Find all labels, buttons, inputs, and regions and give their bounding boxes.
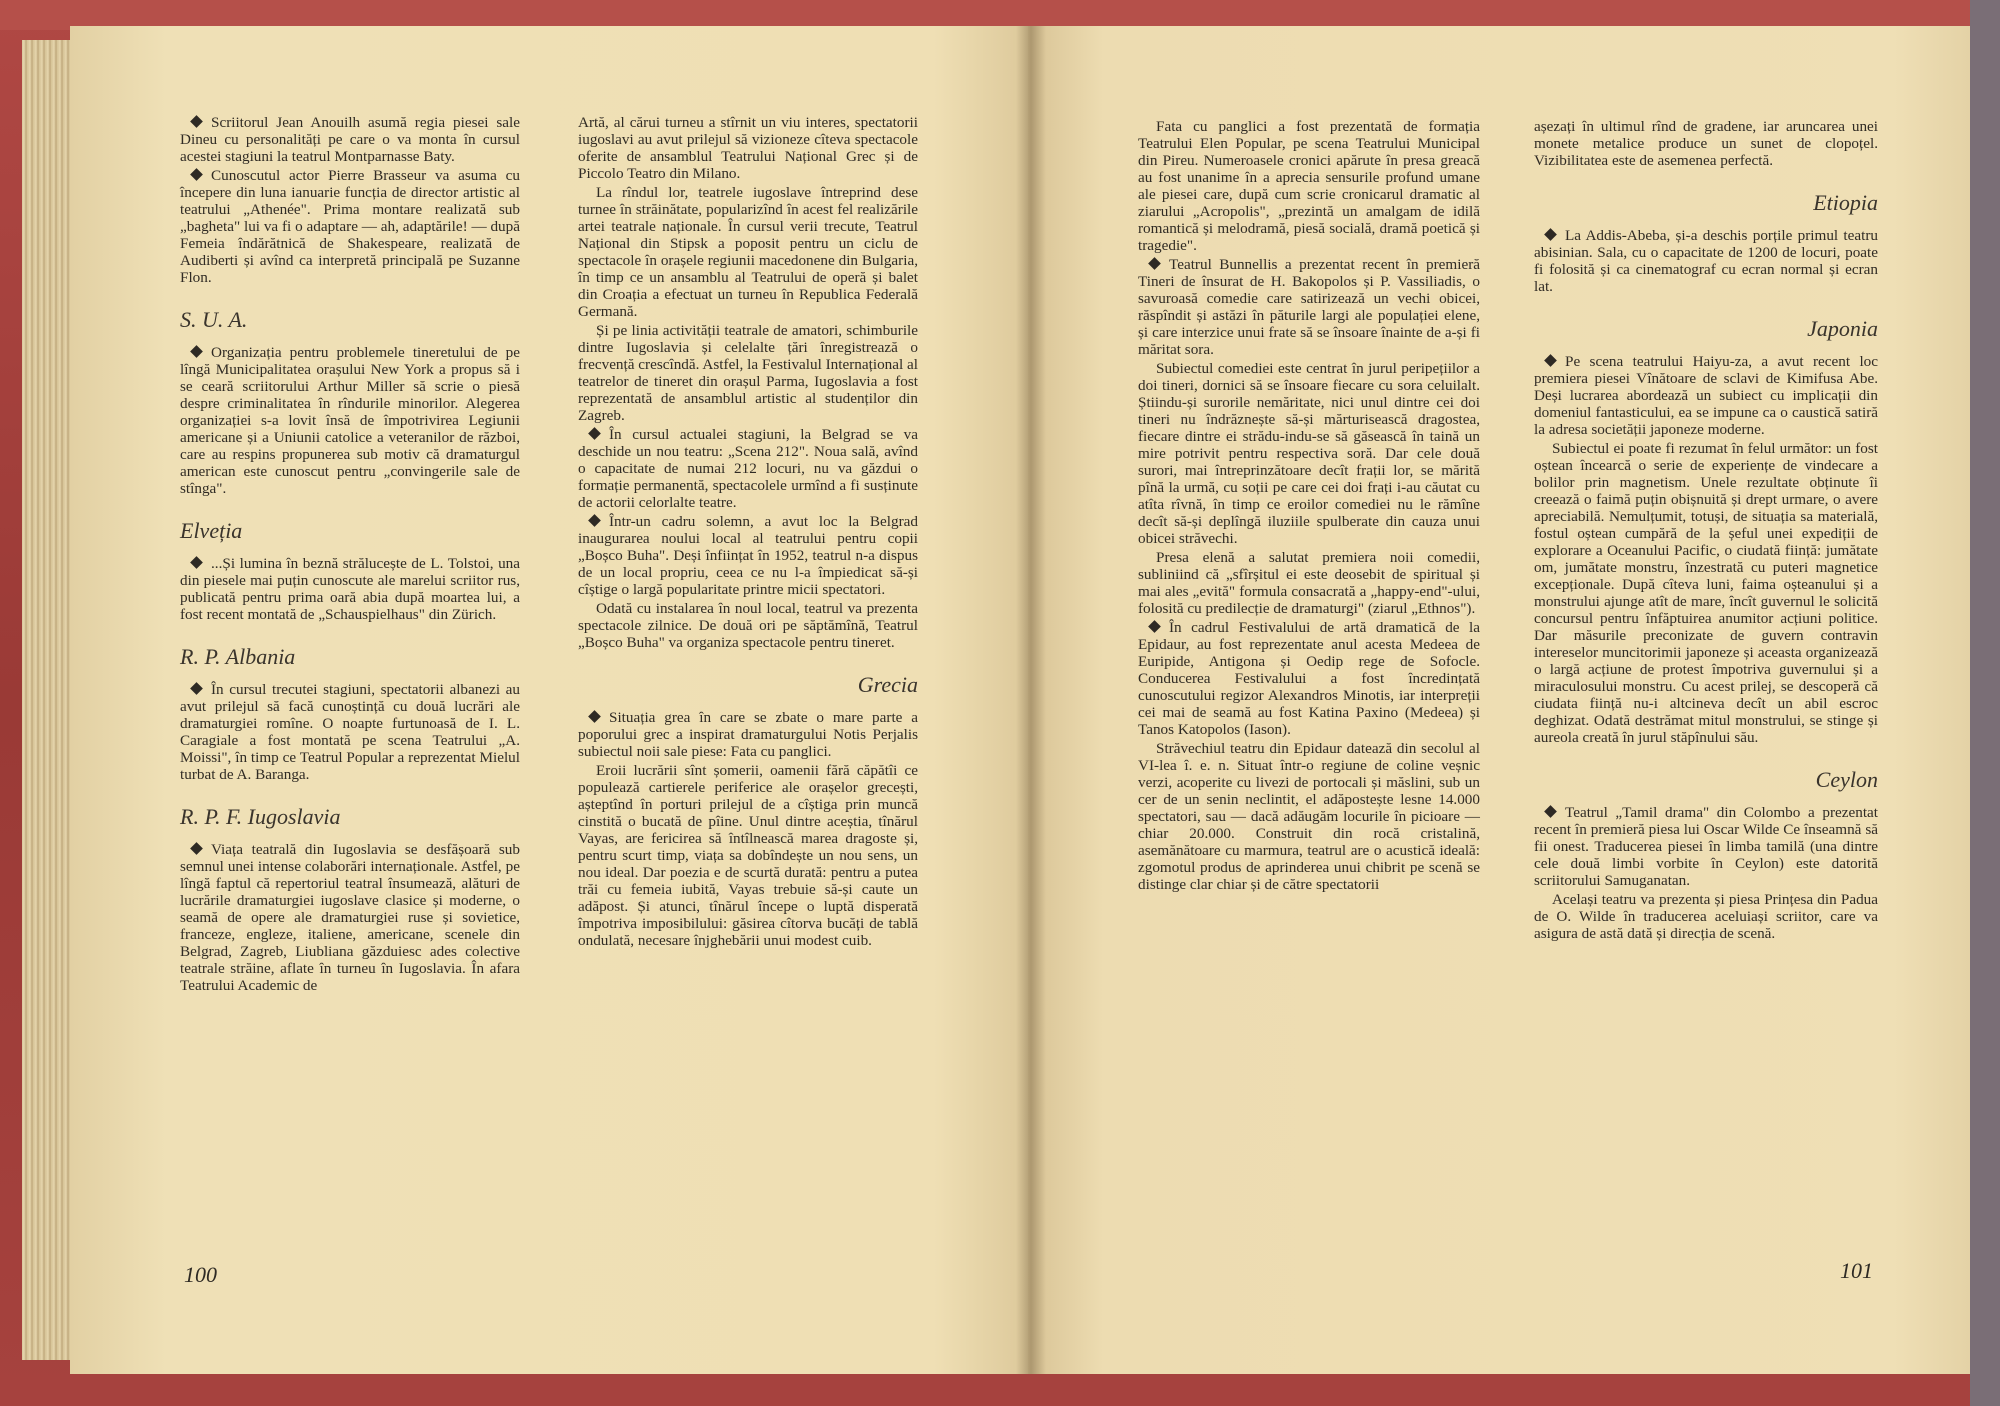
paragraph: Cunoscutul actor Pierre Brasseur va asuma cu începere din luna ianuarie funcția de director artistic al teatrului „Athenée". Prima montare realizată sub „bagheta" lui va fi o adaptare — ah, adaptările! — după Femeia îndărătnică de Shakespeare, realizată de Audiberti și avînd ca interpretă principală pe Suzanne Flon.	[180, 167, 520, 286]
bullet-diamond-icon	[1148, 620, 1161, 633]
cover-right-edge	[1970, 0, 2000, 1406]
paragraph: ...Și lumina în beznă strălucește de L. Tolstoi, una din piesele mai puțin cunoscute ale marelui scriitor rus, publicată pentru prima oară abia după moartea lui, a fost recent montată de „Schauspielhaus" din Zürich.	[180, 555, 520, 623]
right-page-column-1	[1138, 118, 1480, 895]
paragraph: În cadrul Festivalului de artă dramatică de la Epidaur, au fost reprezentate anul acesta Medeea de Euripide, Antigona și Oedip rege de Sofocle. Conducerea Festivalului a fost încredințată cunoscutului regizor Alexandros Minotis, iar interpreții cei mai de seamă au fost Katina Paxino (Medeea) și Tanos Katopolos (Iason).	[1138, 619, 1480, 738]
section-heading-etiopia: Etiopia	[1813, 190, 1878, 215]
paragraph: Organizația pentru problemele tineretului de pe lîngă Municipalitatea orașului New York a propus să i se ceară scriitorului Arthur Miller să scrie o piesă despre criminalitatea în rîndurile minorilor. Alegerea organizației s-a lovit însă de împotrivirea Legiunii americane și a Uniunii catolice a veteranilor de război, care au respins propunerea sub motiv că dramaturgul american este cunoscut pentru „convingerile sale de stînga".	[180, 344, 520, 497]
bullet-diamond-icon	[1544, 354, 1557, 367]
right-page-column-2	[1534, 118, 1878, 944]
paragraph: Fata cu panglici a fost prezentată de formația Teatrului Elen Popular, pe scena Teatrului Municipal din Pireu. Numeroasele cronici apărute în presa greacă au fost unanime în a aprecia sensurile profund umane ale piesei care, după cum scrie cronicarul dramatic al ziarului „Acropolis", „prezintă un amalgam de idilă romantică și melodramă, piesă socială, dramă poetică și tragedie".	[1138, 118, 1480, 254]
paragraph: Artă, al cărui turneu a stîrnit un viu interes, spectatorii iugoslavi au avut prilejul să vizioneze cîteva spectacole oferite de ansamblul Teatrului Național Grec și de Piccolo Teatro din Milano.	[578, 114, 918, 182]
page-stack-edges	[22, 40, 77, 1360]
paragraph: Subiectul comediei este centrat în jurul peripețiilor a doi tineri, dornici să se însoare fiecare cu sora celuilalt. Știindu-și surorile nemăritate, nici unul dintre cei doi tineri nu îndrăznește să-și mărturisească dragostea, fiecare dintre ei strădu-indu-se să găsească în taină un mire potrivit pentru respectiva soră. Dar cele două surori, mai întreprinzătoare decît frații lor, se mărită pînă la urmă, cu soții pe care cei doi frați i-au căutat cu atîta rîvnă, în timp ce eroilor comediei nu le rămîne decît să-și deplîngă iluziile spulberate din cauza unui obicei străvechi.	[1138, 360, 1480, 547]
paragraph: Teatrul Bunnellis a prezentat recent în premieră Tineri de însurat de H. Bakopolos și P. Vassiliadis, o savuroasă comedie care satirizează un vechi obicei, răspîndit și astăzi în păturile largi ale populației elene, și care interzice unui frate să se însoare înainte de a-și fi măritat sora.	[1138, 256, 1480, 358]
bullet-diamond-icon	[190, 842, 203, 855]
bullet-diamond-icon	[190, 168, 203, 181]
bullet-diamond-icon	[1148, 257, 1161, 270]
paragraph: Teatrul „Tamil drama" din Colombo a prezentat recent în premieră piesa lui Oscar Wilde Ce înseamnă să fii onest. Traducerea piesei în limba tamilă (una dintre cele două limbi vorbite în Ceylon) este datorită scriitorului Samuganatan.	[1534, 804, 1878, 889]
paragraph: Străvechiul teatru din Epidaur datează din secolul al VI-lea î. e. n. Situat într-o regiune de coline veșnic verzi, acoperite cu livezi de portocali și măslini, sub un cer de un senin neclintit, el adăpostește lesne 14.000 spectatori, sau — dacă adăugăm locurile în picioare — chiar 20.000. Construit din rocă cristalină, asemănătoare cu marmura, teatrul are o acustică ideală: zgomotul produs de aprinderea unui chibrit pe scenă se distinge clar chiar și de către spectatorii	[1138, 740, 1480, 893]
bullet-diamond-icon	[588, 710, 601, 723]
paragraph: Situația grea în care se zbate o mare parte a poporului grec a inspirat dramaturgului Notis Perjalis subiectul noii sale piese: Fata cu panglici.	[578, 709, 918, 760]
paragraph: Eroii lucrării sînt șomerii, oamenii fără căpătîi ce populează cartierele periferice ale orașelor grecești, așteptînd în porturi prilejul de a cîștiga prin muncă cinstită o bucată de pîine. Unul dintre aceștia, tînărul Vayas, are fericirea să întîlnească marea dragoste și, pentru scurt timp, viața sa dobîndește un nou sens, un nou ideal. Dar poezia e de scurtă durată: pentru a putea trăi cu femeia iubită, Vayas trebuie să-și caute un adăpost. Și atunci, tînărul începe o luptă disperată împotriva imposibilului: găsirea cîtorva bucăți de tablă ondulată, necesare înjghebării unui modest cuib.	[578, 762, 918, 949]
section-heading-grecia: Grecia	[857, 672, 918, 697]
bullet-diamond-icon	[190, 345, 203, 358]
left-page-column-2	[578, 114, 918, 951]
bullet-diamond-icon	[190, 556, 203, 569]
paragraph: Același teatru va prezenta și piesa Prințesa din Padua de O. Wilde în traducerea aceluiași scriitor, care va asigura de astă dată și direcția de scenă.	[1534, 891, 1878, 942]
section-heading-iugoslavia: R. P. F. Iugoslavia	[180, 804, 341, 829]
paragraph: așezați în ultimul rînd de gradene, iar aruncarea unei monete metalice produce un sunet de clopoțel. Vizibilitatea este de asemenea perfectă.	[1534, 118, 1878, 169]
paragraph: Presa elenă a salutat premiera noii comedii, subliniind că „sfîrșitul ei este deosebit de spiritual și mai ales „evită" formula consacrată a „happy-end"-ului, folosită cu predilecție de dramaturgi" (ziarul „Ethnos").	[1138, 549, 1480, 617]
paragraph: Viața teatrală din Iugoslavia se desfășoară sub semnul unei intense colaborări internaționale. Astfel, pe lîngă faptul că repertoriul teatral însumează, alături de lucrările dramaturgiei iugoslave clasice și moderne, o seamă de opere ale dramaturgiei ruse și sovietice, franceze, engleze, italiene, americane, scenele din Belgrad, Zagreb, Liubliana găzduiesc ades colective teatrale străine, aflate în turneu în Iugoslavia. În afara Teatrului Academic de	[180, 841, 520, 994]
bullet-diamond-icon	[190, 682, 203, 695]
paragraph: Și pe linia activității teatrale de amatori, schimburile dintre Iugoslavia și celelalte țări înregistrează o frecvență crescîndă. Astfel, la Festivalul Internațional al teatrelor de tineret din orașul Parma, Iugoslavia a fost reprezentată de ansamblul artistic al studenților din Zagreb.	[578, 322, 918, 424]
paragraph: Într-un cadru solemn, a avut loc la Belgrad inaugurarea noului local al teatrului pentru copii „Boșco Buha". Deși înființat în 1952, teatrul n-a dispus de un local propriu, ceea ce nu l-a împiedicat să-și cîștige o largă popularitate printre micii spectatori.	[578, 513, 918, 598]
section-heading-albania: R. P. Albania	[180, 644, 296, 669]
paragraph: La Addis-Abeba, și-a deschis porțile primul teatru abisinian. Sala, cu o capacitate de 1200 de locuri, poate fi folosită și ca cinematograf cu ecran normal și ecran lat.	[1534, 227, 1878, 295]
page-number-right: 101	[1840, 1258, 1873, 1283]
paragraph: În cursul trecutei stagiuni, spectatorii albanezi au avut prilejul să facă cunoștință cu două lucrări ale dramaturgiei romîne. O noapte furtunoasă de I. L. Caragiale a fost montată pe scena Teatrului „A. Moissi", în timp ce Teatrul Popular a reprezentat Mielul turbat de A. Baranga.	[180, 681, 520, 783]
paragraph: Pe scena teatrului Haiyu-za, a avut recent loc premiera piesei Vînătoare de sclavi de Kimifusa Abe. Deși lucrarea abordează un subiect cu implicații din domeniul fantasticului, ea se impune ca o caustică satiră la adresa societății japoneze moderne.	[1534, 353, 1878, 438]
paragraph: Subiectul ei poate fi rezumat în felul următor: un fost oștean încearcă o serie de experiențe de vindecare a bolilor prin magnetism. Unele rezultate obținute îi creează o faimă puțin obișnuită și drept urmare, o avere apreciabilă. Nemulțumit, totuși, de situația sa materială, fostul oștean cumpără de la șeful unei expediții de explorare a Oceanului Pacific, o ciudată ființă: jumătate om, jumătate monstru, înzestrată cu puteri magnetice excepționale. După cîteva luni, faima oșteanului și a monstrului ajunge atît de mare, încît guvernul le solicită concursul pentru înfăptuirea anumitor acțiuni politice. Dar măsurile preconizate de guvern contravin intereselor muncitorimii japoneze și aceasta organizează o largă acțiune de protest împotriva guvernului și a miraculosului monstru. Cu acest prilej, se descoperă că ciudata ființă nu-i altcineva decît un abil escroc deghizat. Odată destrămat mitul monstrului, se stinge și aureola creată în jurul stăpînului său.	[1534, 440, 1878, 746]
section-heading-ceylon: Ceylon	[1815, 767, 1878, 792]
section-heading-sua: S. U. A.	[180, 307, 248, 332]
bullet-diamond-icon	[190, 115, 203, 128]
bullet-diamond-icon	[1544, 228, 1557, 241]
page-number-left: 100	[184, 1262, 217, 1287]
paragraph: La rîndul lor, teatrele iugoslave întreprind dese turnee în străinătate, popularizînd în acest fel realizările artei teatrale naționale. În cursul verii trecute, Teatrul Național din Stipsk a poposit pentru un ciclu de spectacole în orașele regiunii macedonene din Bulgaria, în timp ce un ansamblu al Teatrului de operă și balet din Croația a efectuat un turneu în Republica Federală Germană.	[578, 184, 918, 320]
bullet-diamond-icon	[1544, 805, 1557, 818]
paragraph: În cursul actualei stagiuni, la Belgrad se va deschide un nou teatru: „Scena 212". Noua sală, avînd o capacitate de numai 212 locuri, nu va găzdui o formație permanentă, spectacolele urmînd a fi susținute de actorii celorlalte teatre.	[578, 426, 918, 511]
paragraph: Scriitorul Jean Anouilh asumă regia piesei sale Dineu cu personalități pe care o va monta în cursul acestei stagiuni la teatrul Montparnasse Baty.	[180, 114, 520, 165]
paragraph: Odată cu instalarea în noul local, teatrul va prezenta spectacole zilnice. De două ori pe săptămînă, Teatrul „Boșco Buha" va organiza spectacole pentru tineret.	[578, 600, 918, 651]
bullet-diamond-icon	[588, 427, 601, 440]
section-heading-elvetia: Elveția	[180, 518, 243, 543]
section-heading-japonia: Japonia	[1807, 316, 1878, 341]
left-page-column-1	[180, 114, 520, 996]
book-gutter	[1016, 26, 1046, 1374]
bullet-diamond-icon	[588, 514, 601, 527]
